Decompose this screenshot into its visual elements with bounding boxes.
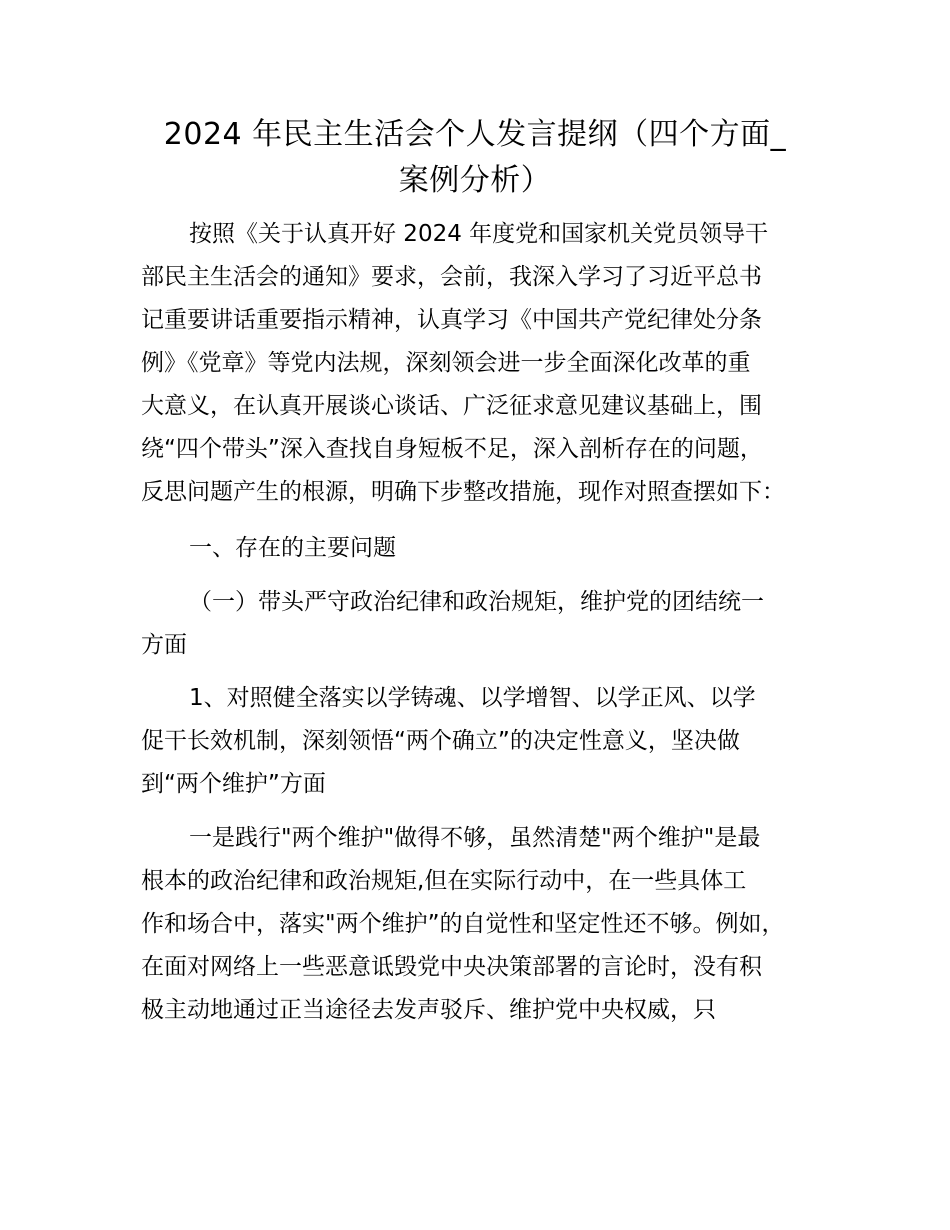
para-line: 极主动地通过正当途径去发声驳斥、维护党中央权威，只	[141, 997, 716, 1023]
intro-line: 绕“四个带头”深入查找自身短板不足，深入剖析存在的问题，	[141, 436, 763, 462]
section-heading: 一、存在的主要问题	[189, 535, 396, 561]
para-line: 在面对网络上一些恶意诋毁党中央决策部署的言论时，没有积	[141, 954, 762, 980]
intro-line: 例》《党章》等党内法规，深刻领会进一步全面深化改革的重	[141, 350, 751, 376]
para-line: 一是践行"两个维护"做得不够，虽然清楚"两个维护"是最	[189, 825, 761, 851]
intro-line: 部民主生活会的通知》要求，会前，我深入学习了习近平总书	[141, 264, 762, 290]
intro-line: 记重要讲话重要指示精神，认真学习《中国共产党纪律处分条	[141, 307, 762, 333]
intro-line: 按照《关于认真开好 2024 年度党和国家机关党员领导干	[189, 221, 769, 247]
subsection-heading-line: （一）带头严守政治纪律和政治规矩，维护党的团结统一	[189, 589, 764, 615]
intro-line: 大意义，在认真开展谈心谈话、广泛征求意见建议基础上，围	[141, 393, 762, 419]
subsection-heading-line: 方面	[141, 632, 187, 658]
para-line: 根本的政治纪律和政治规矩,但在实际行动中，在一些具体工	[141, 868, 747, 894]
title-line-1: 2024 年民主生活会个人发言提纲（四个方面_	[163, 117, 787, 152]
intro-line: 反思问题产生的根源，明确下步整改措施，现作对照查摆如下：	[141, 479, 785, 505]
item-line: 1、对照健全落实以学铸魂、以学增智、以学正风、以学	[189, 685, 756, 711]
title-line-2: 案例分析）	[398, 163, 552, 198]
para-line: 作和场合中，落实"两个维护”的自觉性和坚定性还不够。例如，	[141, 911, 785, 937]
item-line: 促干长效机制，深刻领悟“两个确立”的决定性意义，坚决做	[141, 728, 740, 754]
item-line: 到“两个维护”方面	[141, 771, 326, 797]
document-title	[130, 112, 820, 204]
